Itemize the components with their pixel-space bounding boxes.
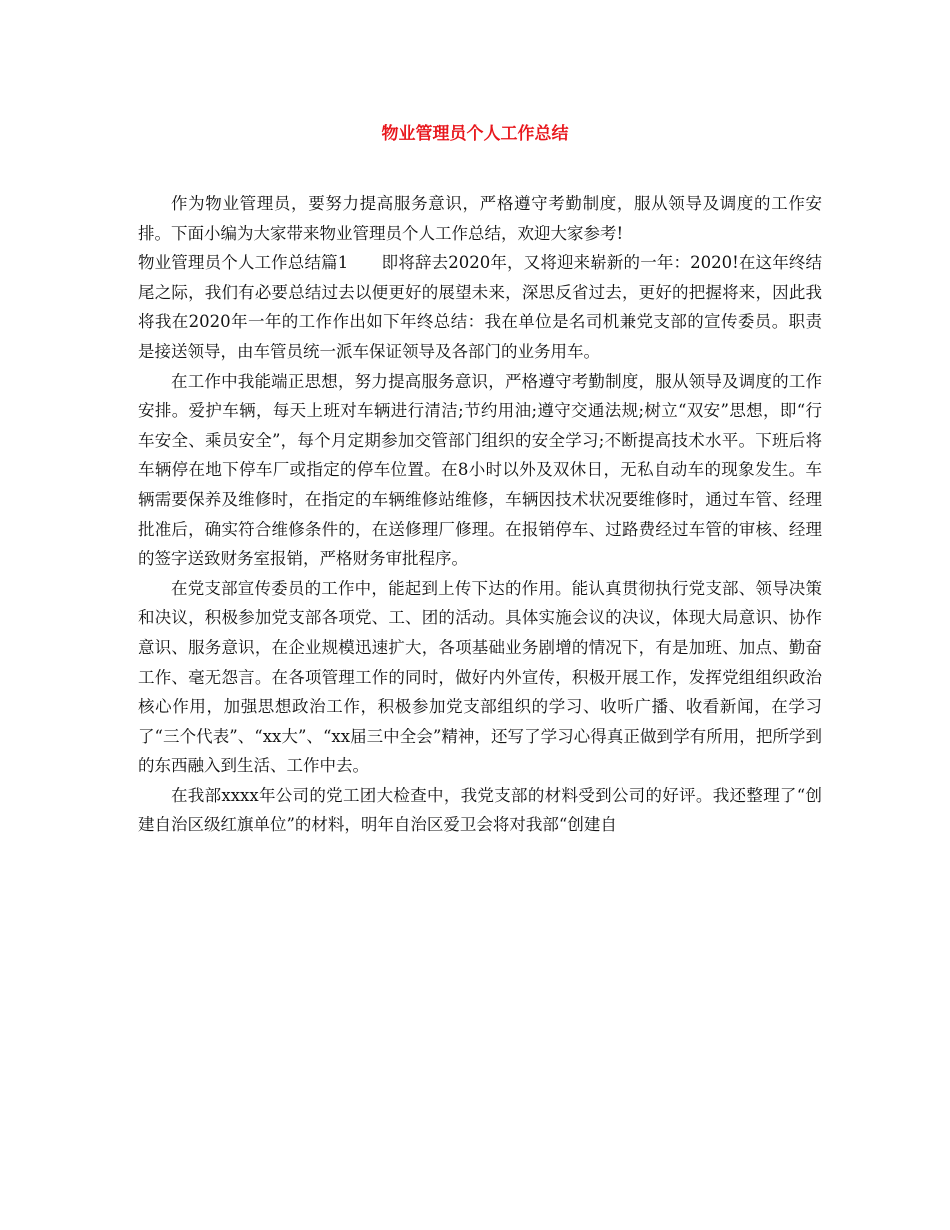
paragraph-driving-duties: 在工作中我能端正思想，努力提高服务意识，严格遵守考勤制度，服从领导及调度的工作安排。爱护车辆，每天上班对车辆进行清洁;节约用油;遵守交通法规;树立“双安”思想，即“行车安全、乘员安全”，每个月定期参加交管部门组织的安全学习;不断提高技术水平。下班后将车辆停在地下停车厂或指定的停车位置。在8小时以外及双休日，无私自动车的现象发生。车辆需要保养及维修时，在指定的车辆维修站维修，车辆因技术状况要维修时，通过车管、经理批准后，确实符合维修条件的，在送修理厂修理。在报销停车、过路费经过车管的审核、经理的签字送致财务室报销，严格财务审批程序。 — [138, 371, 822, 569]
paragraph-intro: 作为物业管理员，要努力提高服务意识，严格遵守考勤制度，服从领导及调度的工作安排。下面小编为大家带来物业管理员个人工作总结，欢迎大家参考! — [138, 194, 822, 243]
document-body — [138, 189, 822, 840]
document-title: 物业管理员个人工作总结 — [381, 124, 569, 144]
paragraph-inspection: 在我部xxxx年公司的党工团大检查中，我党支部的材料受到公司的好评。我还整理了“创建自治区级红旗单位”的材料，明年自治区爱卫会将对我部“创建自 — [138, 785, 822, 835]
paragraph-party-publicity: 在党支部宣传委员的工作中，能起到上传下达的作用。能认真贯彻执行党支部、领导决策和决议，积极参加党支部各项党、工、团的活动。具体实施会议的决议，体现大局意识、协作意识、服务意识，在企业规模迅速扩大，各项基础业务剧增的情况下，有是加班、加点、勤奋工作、毫无怨言。在各项管理工作的同时，做好内外宣传，积极开展工作，发挥党组组织政治核心作用，加强思想政治工作，积极参加党支部组织的学习、收听广播、收看新闻，在学习了“三个代表”、“xx大”、“xx届三中全会”精神，还写了学习心得真正做到学有所用，把所学到的东西融入到生活、工作中去。 — [138, 578, 822, 776]
paragraph-part-one: 物业管理员个人工作总结篇1 即将辞去2020年，又将迎来崭新的一年：2020!在这年终结尾之际，我们有必要总结过去以便更好的展望未来，深思反省过去，更好的把握将来，因此我将我在2020年一年的工作作出如下年终总结：我在单位是名司机兼党支部的宣传委员。职责是接送领导，由车管员统一派车保证领导及各部门的业务用车。 — [138, 253, 822, 361]
